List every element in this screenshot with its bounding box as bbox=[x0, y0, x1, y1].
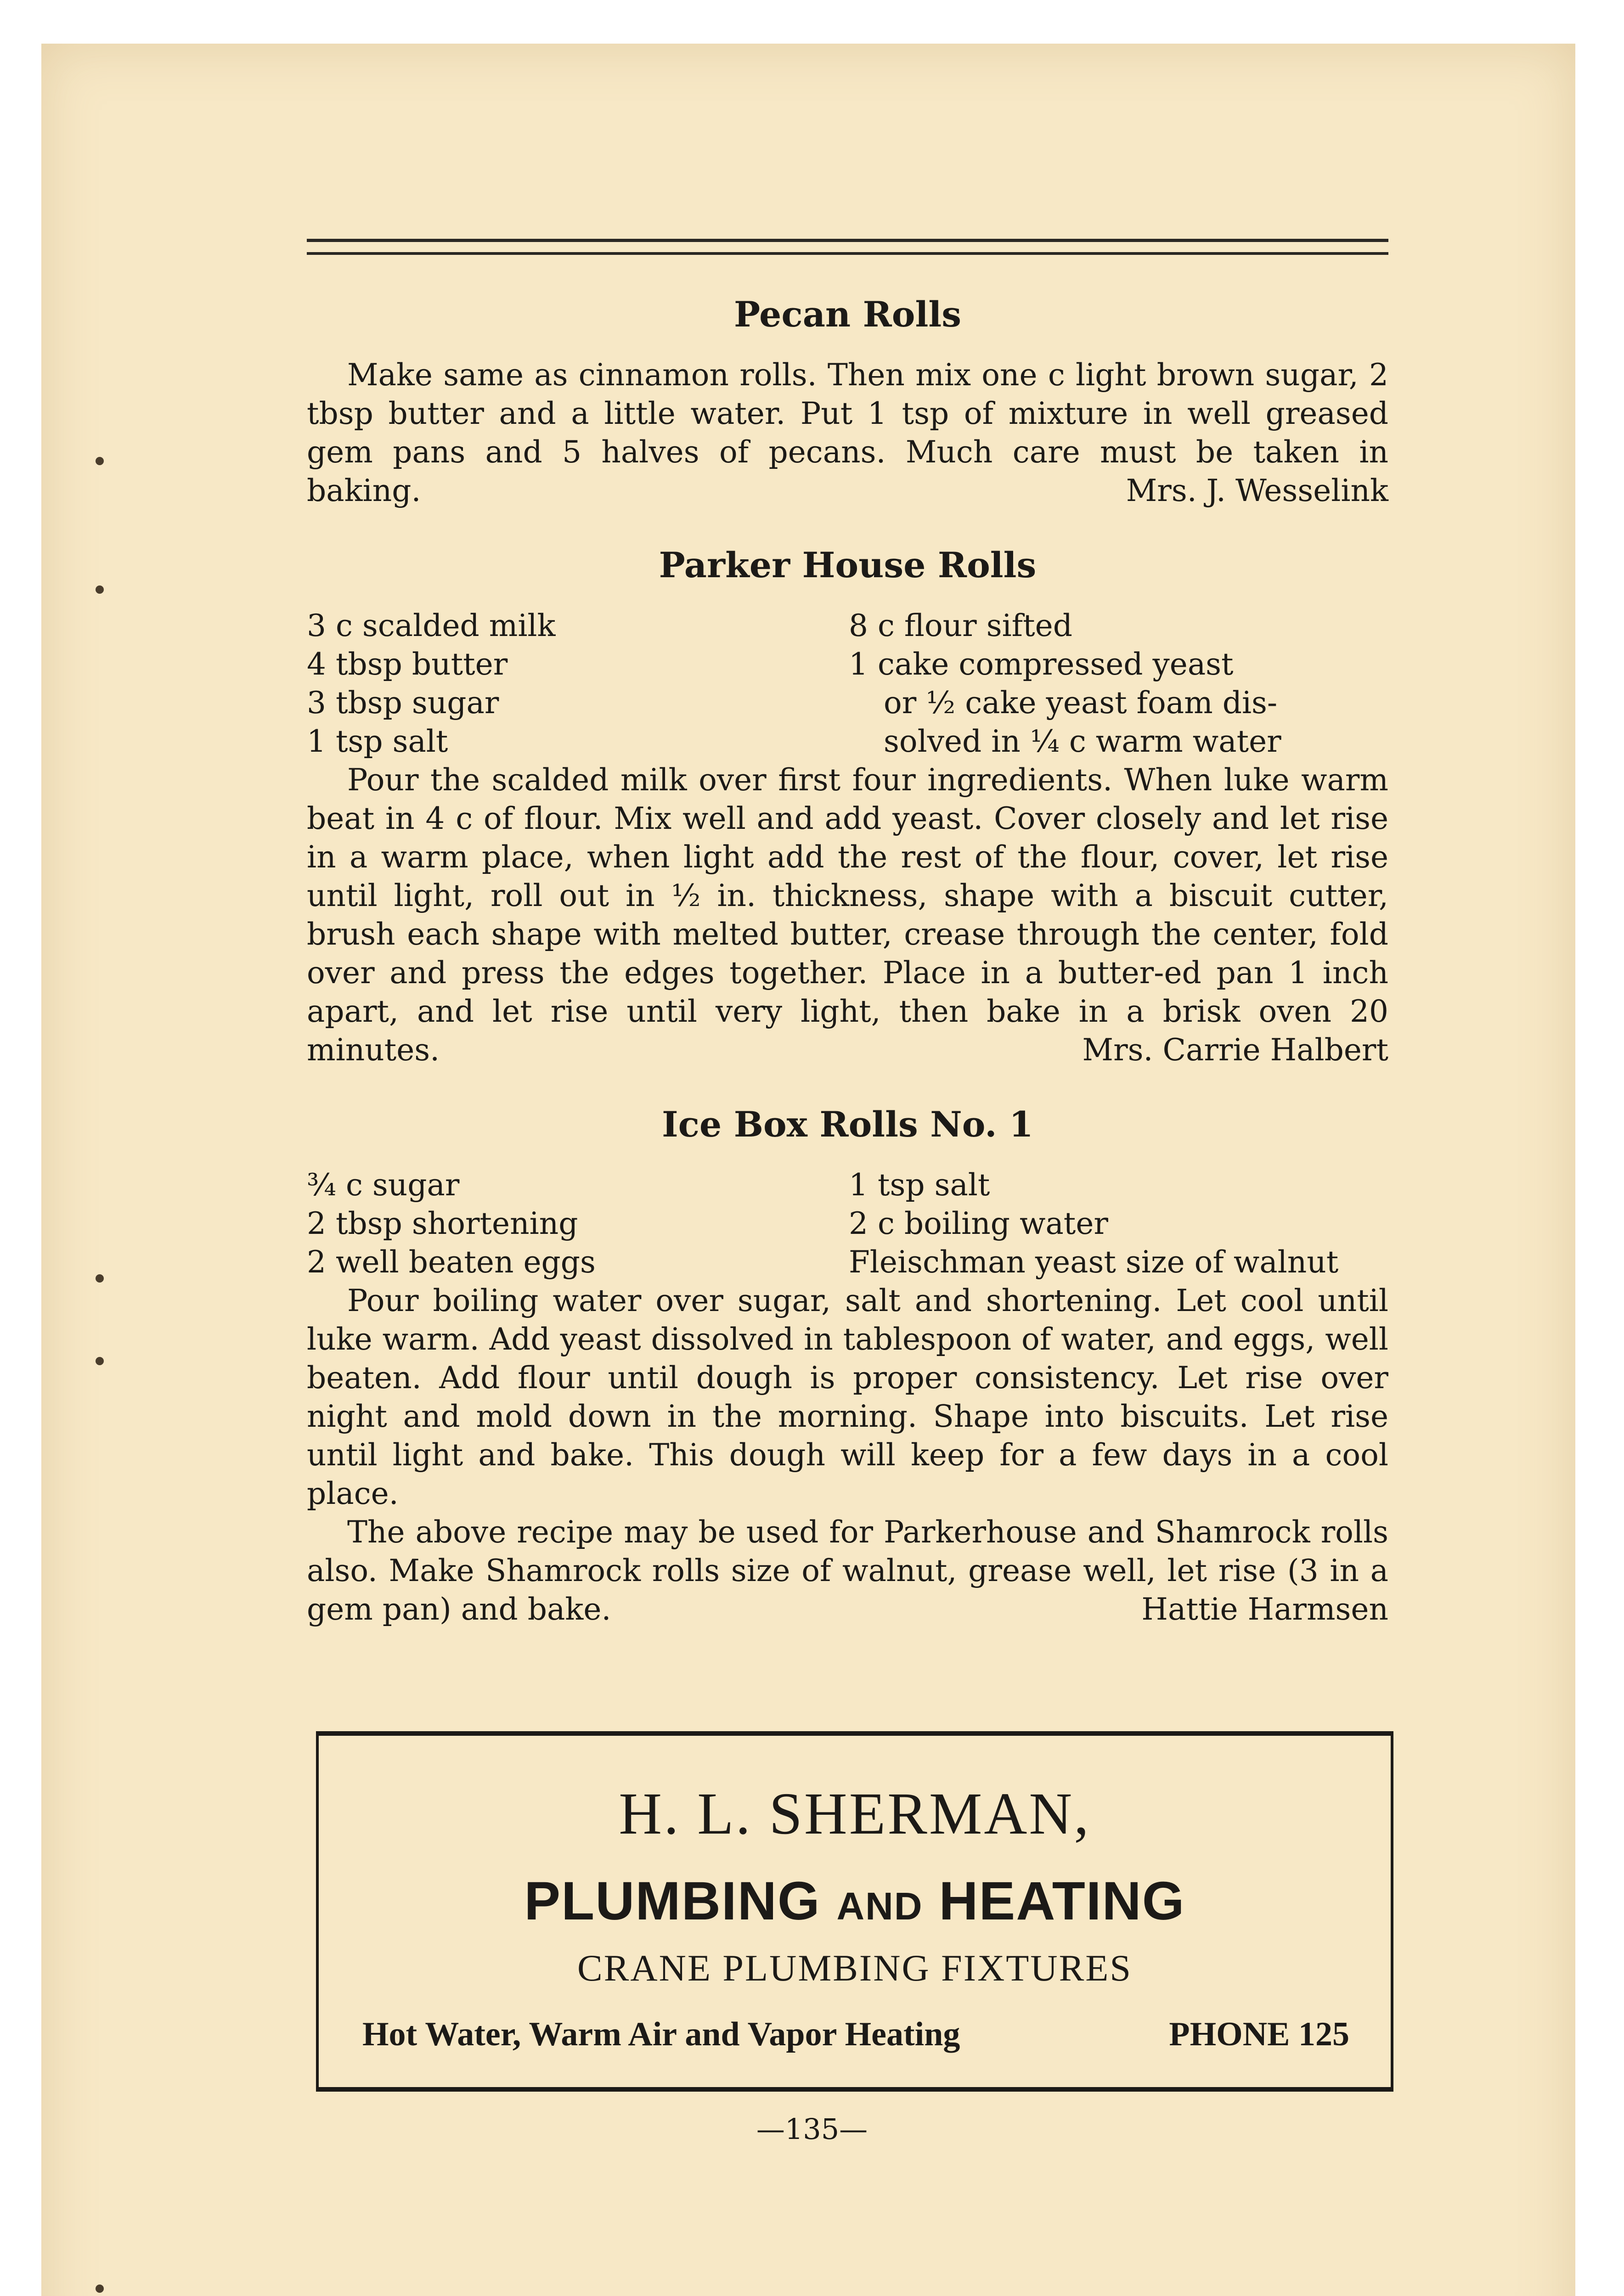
ad-trade-and: AND bbox=[836, 1885, 923, 1928]
recipe-parker-house-rolls bbox=[307, 542, 1388, 1069]
binding-hole bbox=[96, 457, 104, 465]
ingredient: 1 tsp salt bbox=[849, 1167, 990, 1203]
ad-fixtures: CRANE PLUMBING FIXTURES bbox=[577, 1947, 1132, 1989]
ingredient: 3 c scalded milk bbox=[307, 608, 556, 643]
recipe-author: Hattie Harmsen bbox=[1141, 1592, 1388, 1627]
recipe-author: Mrs. J. Wesselink bbox=[1126, 473, 1388, 508]
binding-hole bbox=[96, 585, 104, 594]
ad-business-name: H. L. SHERMAN, bbox=[619, 1781, 1091, 1847]
ingredient: ¾ c sugar bbox=[307, 1167, 460, 1203]
binding-hole bbox=[96, 1357, 104, 1365]
ad-trade-plumbing: PLUMBING bbox=[524, 1871, 821, 1931]
ad-trade-line bbox=[319, 1869, 1391, 1938]
ingredient: 2 c boiling water bbox=[849, 1206, 1108, 1241]
ingredient: solved in ¼ c warm water bbox=[884, 724, 1281, 759]
recipe-instructions: Make same as cinnamon rolls. Then mix one c light brown sugar, 2 tbsp butter and a little water. Put 1 tsp of mixture in well greased gem pans and 5 halves of pecans. Much care must be taken in baking. bbox=[307, 357, 1388, 508]
page-number: —135— bbox=[756, 2112, 868, 2146]
recipe-note: The above recipe may be used for Parkerhouse and Shamrock rolls also. Make Shamrock rolls size of walnut, grease well, let rise (3 in a gem pan) and bake. bbox=[307, 1514, 1388, 1627]
binding-hole bbox=[96, 1274, 104, 1283]
recipe-ice-box-rolls bbox=[307, 1102, 1388, 1629]
ad-footer-line bbox=[362, 2014, 1349, 2055]
recipe-instructions: Pour boiling water over sugar, salt and shortening. Let cool until luke warm. Add yeast dissolved in tablespoon of water, and eggs, well beaten. Add flour until dough is proper consistency. Let rise over night and mold down in the morning. Shape into biscuits. Let rise until light and bake. This dough will keep for a few days in a cool place. bbox=[307, 1283, 1388, 1511]
ad-phone: PHONE 125 bbox=[1169, 2015, 1349, 2053]
recipe-title: Parker House Rolls bbox=[659, 545, 1037, 585]
recipe-title: Pecan Rolls bbox=[733, 294, 962, 335]
ingredient: Fleischman yeast size of walnut bbox=[849, 1244, 1339, 1280]
ingredient-list bbox=[307, 1166, 1388, 1282]
ingredient: 8 c flour sifted bbox=[849, 608, 1072, 643]
ingredient: 4 tbsp butter bbox=[307, 647, 508, 682]
sherman-advertisement bbox=[316, 1731, 1393, 2092]
recipe-instructions: Pour the scalded milk over first four ingredients. When luke warm beat in 4 c of flour. Mix well and add yeast. Cover closely and let rise in a warm place, when light add the rest of the flour, cover, let rise until light, roll out in ½ in. thickness, shape with a biscuit cutter, brush each shape with melted butter, crease through the center, fold over and press the edges together. Place in a butter-ed pan 1 inch apart, and let rise until very light, then bake in a brisk oven 20 minutes. bbox=[307, 762, 1388, 1068]
ingredient-list bbox=[307, 607, 1388, 761]
top-double-rule bbox=[307, 239, 1388, 255]
recipe-content bbox=[307, 239, 1388, 1661]
ad-services: Hot Water, Warm Air and Vapor Heating bbox=[362, 2015, 960, 2053]
ingredient: 1 cake compressed yeast bbox=[849, 647, 1234, 682]
ingredient: 1 tsp salt bbox=[307, 724, 448, 759]
recipe-pecan-rolls bbox=[307, 292, 1388, 510]
ingredient: or ½ cake yeast foam dis- bbox=[884, 685, 1278, 720]
ingredient: 2 well beaten eggs bbox=[307, 1244, 596, 1280]
ad-trade-heating: HEATING bbox=[939, 1871, 1185, 1931]
ingredient: 3 tbsp sugar bbox=[307, 685, 499, 720]
binding-hole bbox=[96, 2285, 104, 2293]
recipe-title: Ice Box Rolls No. 1 bbox=[662, 1104, 1033, 1145]
recipe-author: Mrs. Carrie Halbert bbox=[1082, 1032, 1388, 1068]
ingredient: 2 tbsp shortening bbox=[307, 1206, 578, 1241]
